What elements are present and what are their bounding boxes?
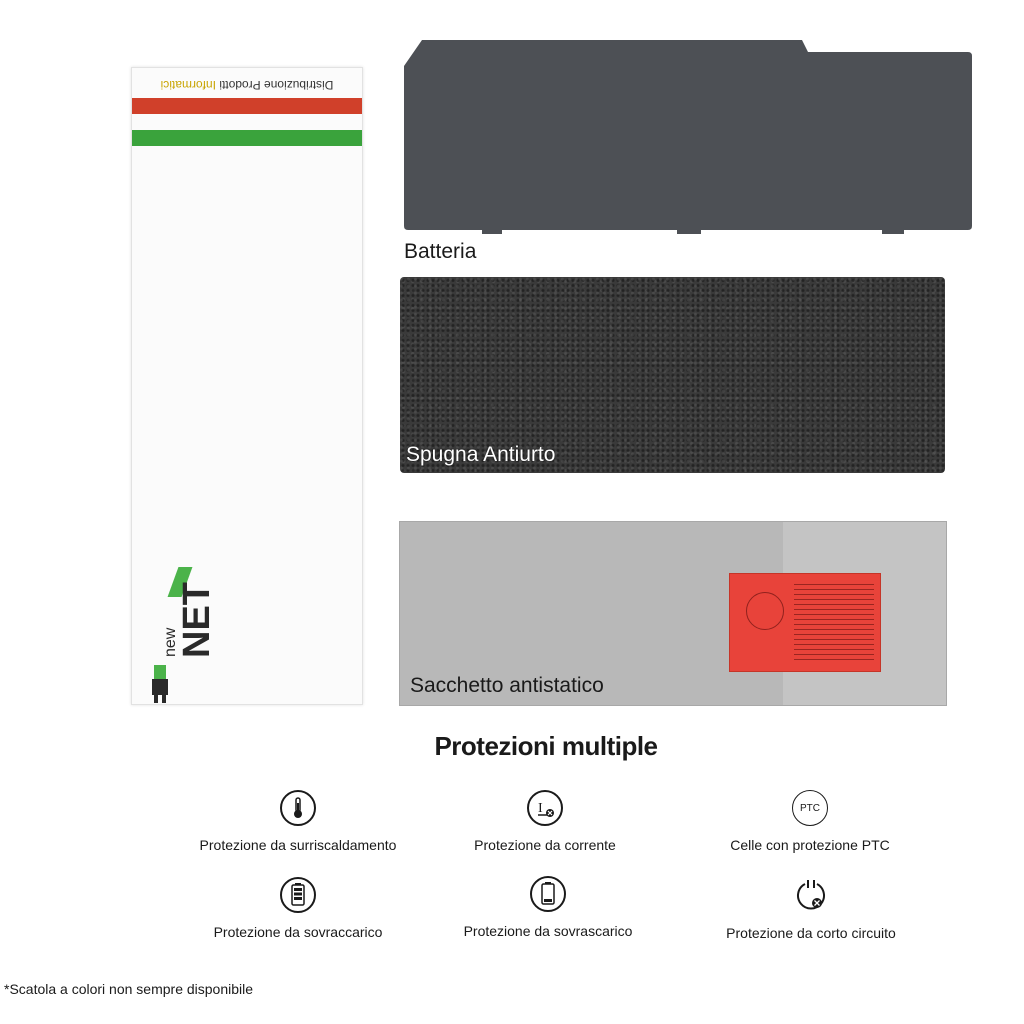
logo-net-text: NET	[176, 582, 218, 658]
box-brand-accent: Informatici	[160, 78, 216, 92]
box-red-stripe	[132, 98, 362, 114]
short-circuit-icon	[793, 878, 829, 914]
feature-label: Protezione da sovrascarico	[463, 923, 633, 939]
logo-figure-icon	[146, 663, 176, 703]
box-green-stripe	[132, 130, 362, 146]
foam-image	[400, 277, 945, 473]
current-icon	[527, 790, 563, 826]
product-box	[131, 67, 363, 705]
feature-label: Celle con protezione PTC	[730, 837, 890, 853]
battery-full-icon	[280, 877, 316, 913]
svg-text:I: I	[538, 801, 543, 816]
antistatic-bag-image	[399, 521, 947, 706]
bag-label: Sacchetto antistatico	[410, 674, 604, 697]
box-brand-prefix: Distribuzione Prodotti	[215, 78, 334, 92]
feature-overdischarge	[418, 876, 678, 939]
feature-ptc	[680, 790, 940, 853]
sticker-text-lines	[794, 584, 874, 660]
feature-label: Protezione da corrente	[474, 837, 616, 853]
thermometer-icon	[280, 790, 316, 826]
feature-overcharge	[168, 877, 428, 940]
recycle-icon	[746, 592, 784, 630]
newnet-logo	[146, 563, 226, 703]
feature-label: Protezione da corto circuito	[726, 925, 896, 941]
battery-empty-icon	[530, 876, 566, 912]
footnote: *Scatola a colori non sempre disponibile	[4, 981, 254, 997]
box-brand-line	[136, 78, 358, 92]
bag-warning-sticker	[729, 573, 881, 672]
section-heading: Protezioni multiple	[434, 731, 658, 761]
battery-image	[402, 40, 974, 236]
feature-label: Protezione da surriscaldamento	[199, 837, 397, 853]
ptc-icon-text: PTC	[800, 802, 820, 814]
battery-label: Batteria	[404, 240, 477, 263]
feature-label: Protezione da sovraccarico	[213, 924, 383, 940]
feature-current	[415, 790, 675, 853]
ptc-icon	[792, 790, 828, 826]
foam-label: Spugna Antiurto	[406, 443, 556, 466]
feature-overheat	[168, 790, 428, 853]
feature-short-circuit	[681, 878, 941, 941]
logo-new-text: new	[162, 627, 179, 657]
